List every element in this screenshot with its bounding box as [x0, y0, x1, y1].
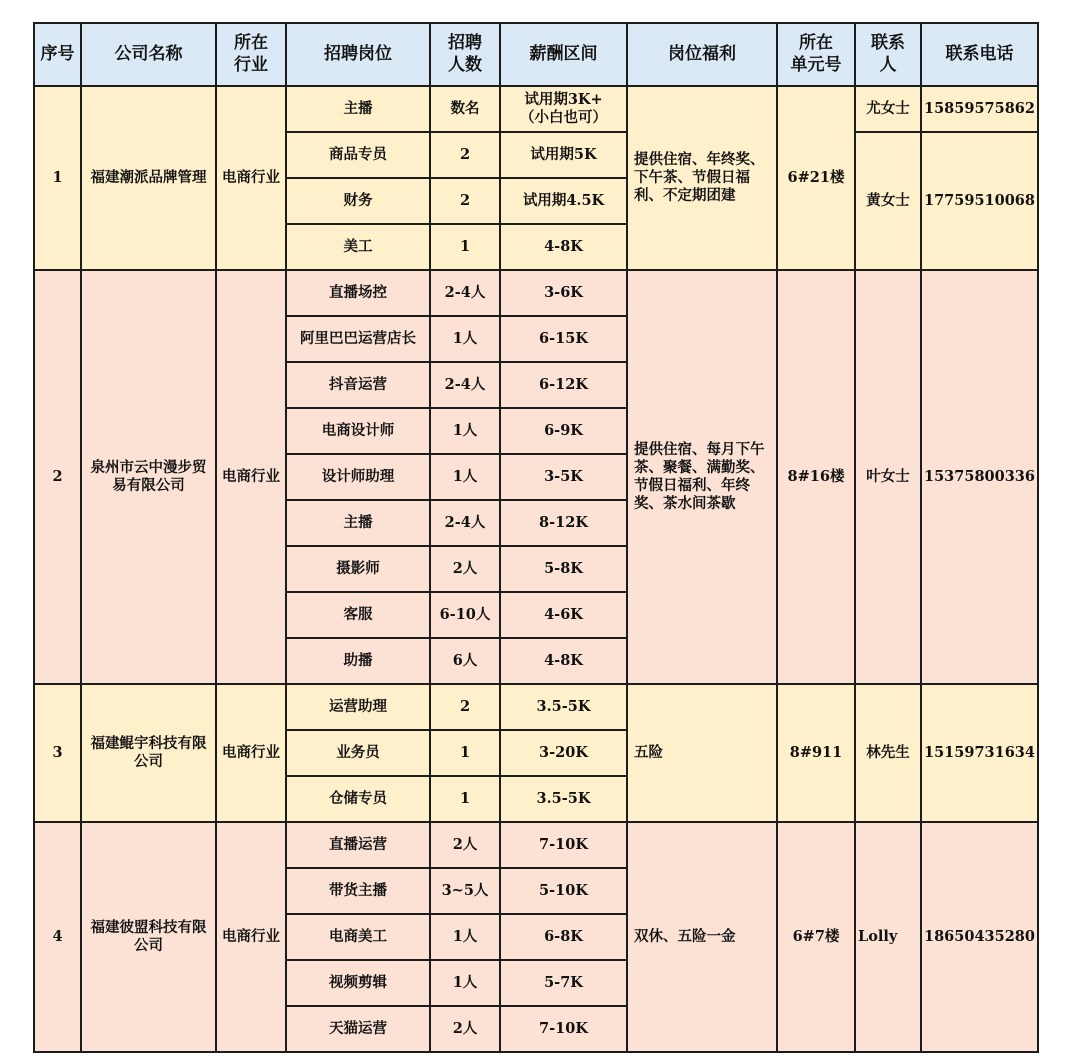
job-title: 带货主播 [286, 868, 430, 914]
table-row [34, 270, 1038, 316]
contact-phone: 15159731634 [921, 684, 1038, 822]
job-title: 电商设计师 [286, 408, 430, 454]
job-title: 抖音运营 [286, 362, 430, 408]
job-salary: 6-15K [500, 316, 627, 362]
job-salary: 5-10K [500, 868, 627, 914]
job-salary: 试用期4.5K [500, 178, 627, 224]
company-name: 福建潮派品牌管理 [81, 86, 216, 270]
header-row [34, 23, 1038, 86]
job-title: 运营助理 [286, 684, 430, 730]
row-seq: 3 [34, 684, 81, 822]
table-body [34, 86, 1038, 1052]
job-count: 1 [430, 224, 500, 270]
job-count: 6人 [430, 638, 500, 684]
job-count: 2人 [430, 546, 500, 592]
job-salary: 3-20K [500, 730, 627, 776]
job-title: 财务 [286, 178, 430, 224]
job-title: 主播 [286, 500, 430, 546]
job-salary: 试用期5K [500, 132, 627, 178]
job-salary: 5-7K [500, 960, 627, 1006]
row-seq: 1 [34, 86, 81, 270]
header-industry: 所在 行业 [216, 23, 286, 86]
job-count: 2 [430, 684, 500, 730]
row-seq: 2 [34, 270, 81, 684]
header-company: 公司名称 [81, 23, 216, 86]
industry: 电商行业 [216, 822, 286, 1052]
welfare: 提供住宿、每月下午茶、聚餐、满勤奖、节假日福利、年终奖、茶水间茶歇 [627, 270, 777, 684]
job-salary: 4-6K [500, 592, 627, 638]
header-welfare: 岗位福利 [627, 23, 777, 86]
job-count: 2 [430, 132, 500, 178]
job-count: 2-4人 [430, 362, 500, 408]
job-count: 3~5人 [430, 868, 500, 914]
header-salary: 薪酬区间 [500, 23, 627, 86]
welfare: 双休、五险一金 [627, 822, 777, 1052]
job-title: 主播 [286, 86, 430, 132]
industry: 电商行业 [216, 86, 286, 270]
job-salary: 3-6K [500, 270, 627, 316]
welfare: 提供住宿、年终奖、下午茶、节假日福利、不定期团建 [627, 86, 777, 270]
job-count: 2-4人 [430, 270, 500, 316]
job-count: 1人 [430, 454, 500, 500]
welfare: 五险 [627, 684, 777, 822]
job-salary: 3-5K [500, 454, 627, 500]
contact-name: 黄女士 [855, 132, 921, 270]
header-position: 招聘岗位 [286, 23, 430, 86]
job-salary: 4-8K [500, 638, 627, 684]
contact-phone: 17759510068 [921, 132, 1038, 270]
industry: 电商行业 [216, 684, 286, 822]
job-salary: 7-10K [500, 1006, 627, 1052]
job-count: 1 [430, 730, 500, 776]
job-count: 数名 [430, 86, 500, 132]
header-phone: 联系电话 [921, 23, 1038, 86]
contact-name: 林先生 [855, 684, 921, 822]
job-count: 2人 [430, 822, 500, 868]
job-salary: 3.5-5K [500, 776, 627, 822]
job-count: 2-4人 [430, 500, 500, 546]
job-title: 设计师助理 [286, 454, 430, 500]
table-row [34, 86, 1038, 132]
job-salary: 7-10K [500, 822, 627, 868]
job-count: 1人 [430, 316, 500, 362]
table-row [34, 822, 1038, 868]
job-count: 1 [430, 776, 500, 822]
row-seq: 4 [34, 822, 81, 1052]
industry: 电商行业 [216, 270, 286, 684]
company-name: 福建鲲宇科技有限公司 [81, 684, 216, 822]
job-salary: 8-12K [500, 500, 627, 546]
job-salary: 6-12K [500, 362, 627, 408]
job-title: 商品专员 [286, 132, 430, 178]
job-count: 2 [430, 178, 500, 224]
header-contact: 联系 人 [855, 23, 921, 86]
unit-number: 6#7楼 [777, 822, 855, 1052]
job-salary: 4-8K [500, 224, 627, 270]
contact-phone: 15375800336 [921, 270, 1038, 684]
job-salary: 3.5-5K [500, 684, 627, 730]
job-title: 助播 [286, 638, 430, 684]
job-title: 天猫运营 [286, 1006, 430, 1052]
contact-name: 叶女士 [855, 270, 921, 684]
contact-name: 尤女士 [855, 86, 921, 132]
job-title: 客服 [286, 592, 430, 638]
header-seq: 序号 [34, 23, 81, 86]
job-title: 美工 [286, 224, 430, 270]
job-salary: 6-9K [500, 408, 627, 454]
table-row [34, 684, 1038, 730]
job-count: 1人 [430, 914, 500, 960]
job-salary: 试用期3K+ （小白也可） [500, 86, 627, 132]
job-count: 1人 [430, 960, 500, 1006]
job-title: 阿里巴巴运营店长 [286, 316, 430, 362]
job-title: 业务员 [286, 730, 430, 776]
header-count: 招聘 人数 [430, 23, 500, 86]
recruitment-table [33, 22, 1039, 1053]
job-salary: 6-8K [500, 914, 627, 960]
unit-number: 8#16楼 [777, 270, 855, 684]
job-title: 直播运营 [286, 822, 430, 868]
job-title: 摄影师 [286, 546, 430, 592]
job-salary: 5-8K [500, 546, 627, 592]
header-unit: 所在 单元号 [777, 23, 855, 86]
job-title: 电商美工 [286, 914, 430, 960]
contact-phone: 15859575862 [921, 86, 1038, 132]
job-title: 直播场控 [286, 270, 430, 316]
unit-number: 8#911 [777, 684, 855, 822]
job-count: 2人 [430, 1006, 500, 1052]
contact-phone: 18650435280 [921, 822, 1038, 1052]
contact-name: Lolly [855, 822, 921, 1052]
job-count: 1人 [430, 408, 500, 454]
company-name: 泉州市云中漫步贸易有限公司 [81, 270, 216, 684]
unit-number: 6#21楼 [777, 86, 855, 270]
job-title: 仓储专员 [286, 776, 430, 822]
job-title: 视频剪辑 [286, 960, 430, 1006]
job-count: 6-10人 [430, 592, 500, 638]
company-name: 福建彼盟科技有限公司 [81, 822, 216, 1052]
